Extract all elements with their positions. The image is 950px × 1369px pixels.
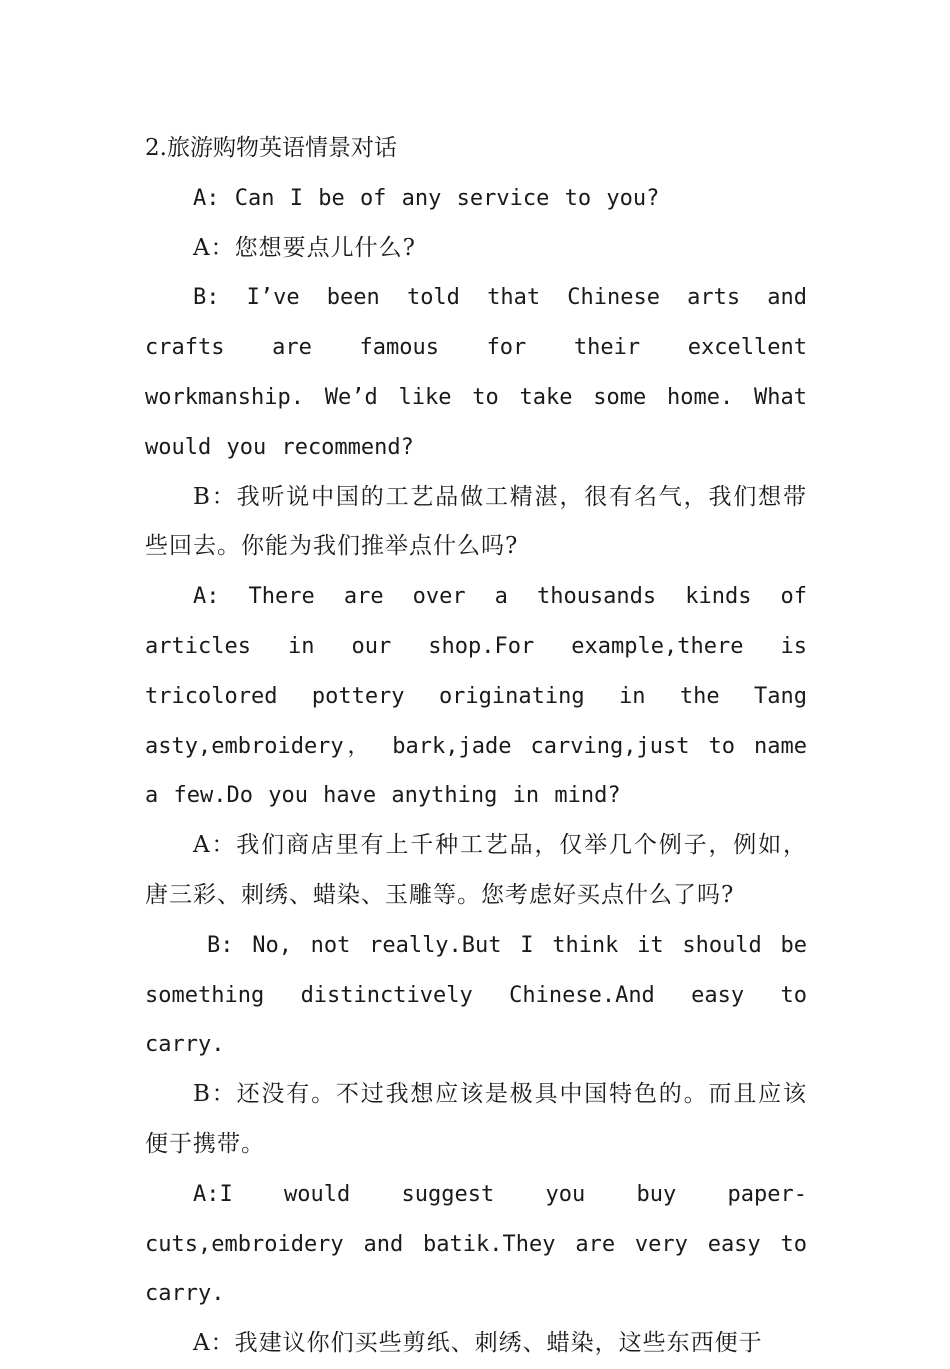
dialogue-line-en: A: There are over a thousands kinds of articles in our shop.For example,there is tricolored pottery originating in the Tang asty,embroidery， bark,jade carving,just to name a few.Do you have anything in mind? <box>145 584 807 809</box>
dialogue-line-en: B: I’ve been told that Chinese arts and crafts are famous for their excellent workmanship. We’d like to take some home. What would you recommend? <box>145 285 807 460</box>
dialogue-line-zh: A：您想要点儿什么? <box>193 234 416 261</box>
section-title: 2.旅游购物英语情景对话 <box>145 135 397 161</box>
dialogue-line-zh: A：我建议你们买些剪纸、刺绣、蜡染，这些东西便于 <box>193 1330 763 1357</box>
document-body <box>145 124 807 1369</box>
dialogue-line-en: A:I would suggest you buy paper-cuts,embroidery and batik.They are very easy to carry. <box>145 1181 807 1307</box>
dialogue-line-en: A: Can I be of any service to you? <box>193 185 660 211</box>
dialogue-line-zh: B：还没有。不过我想应该是极具中国特色的。而且应该便于携带。 <box>145 1081 807 1157</box>
dialogue-line-zh: B：我听说中国的工艺品做工精湛，很有名气，我们想带些回去。你能为我们推举点什么吗? <box>145 483 807 560</box>
dialogue-line-en: B: No, not really.But I think it should be something distinctively Chinese.And easy to carry. <box>145 932 807 1058</box>
dialogue-line-zh: A：我们商店里有上千种工艺品，仅举几个例子，例如，唐三彩、刺绣、蜡染、玉雕等。您考虑好买点什么了吗? <box>145 832 807 908</box>
